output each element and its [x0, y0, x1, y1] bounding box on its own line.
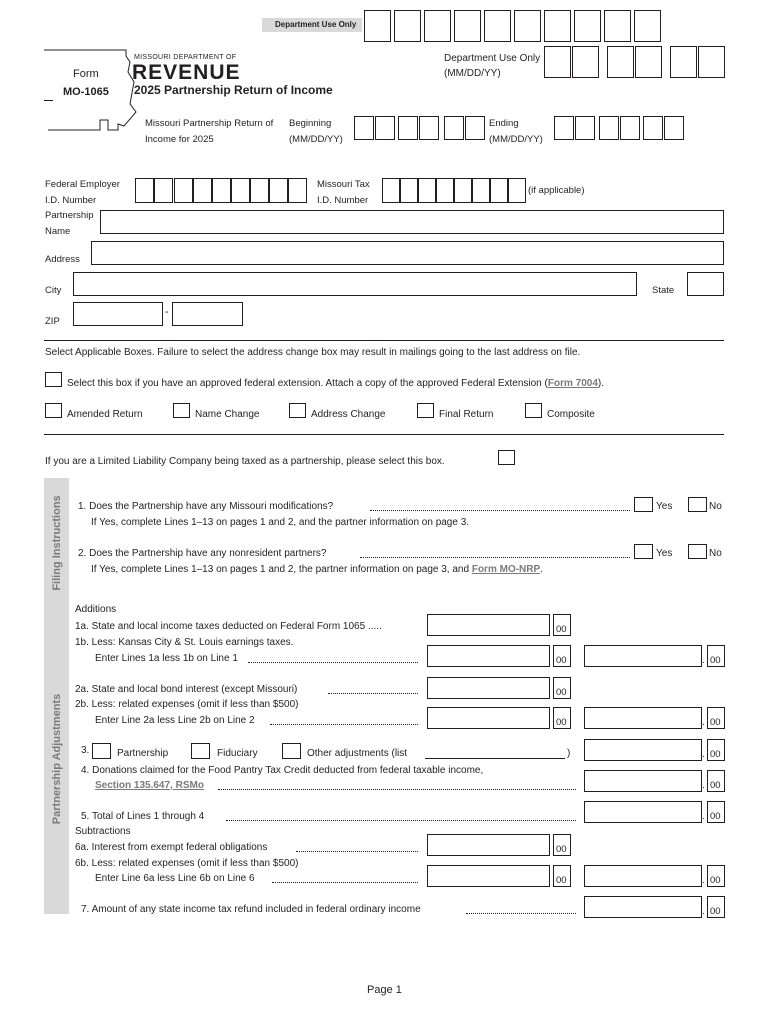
- line-3-amount-cents-text: 00: [710, 749, 721, 760]
- name-change-checkbox[interactable]: [173, 403, 190, 418]
- dept-use-only-date-box: [670, 46, 697, 78]
- dept-use-only-date-label: Department Use Only: [444, 53, 541, 64]
- state-label: State: [652, 285, 675, 296]
- line-2-amount-input[interactable]: [584, 707, 702, 729]
- ending-date-digit[interactable]: [664, 116, 684, 140]
- dept-use-only-date-box: [607, 46, 634, 78]
- composite-label: Composite: [547, 409, 595, 420]
- address-change-checkbox[interactable]: [289, 403, 306, 418]
- ending-date-digit[interactable]: [599, 116, 619, 140]
- line-3-other-list-line[interactable]: [425, 758, 565, 759]
- mo-tax-id-label: [317, 177, 370, 209]
- period-label-line1: Missouri Partnership Return of: [145, 118, 274, 129]
- line-2a-amount-cents-text: 00: [556, 687, 567, 698]
- partnership-name-label-line1: Partnership: [45, 210, 94, 221]
- mo-tax-id-digit-box[interactable]: [436, 178, 454, 203]
- beginning-date-digit[interactable]: [398, 116, 418, 140]
- line-5-amount-cents-text: 00: [710, 811, 721, 822]
- zip-input[interactable]: [73, 302, 163, 326]
- mo-tax-id-digit-box[interactable]: [472, 178, 490, 203]
- line-5-amount-input[interactable]: [584, 801, 702, 823]
- line-2b-amount-decimal: .: [548, 717, 551, 728]
- fein-digit-box[interactable]: [269, 178, 288, 203]
- line-6b-amount-cents-text: 00: [556, 875, 567, 886]
- name-change-label: Name Change: [195, 409, 260, 420]
- ending-date-digit[interactable]: [554, 116, 574, 140]
- address-input[interactable]: [91, 241, 724, 265]
- federal-extension-text: [67, 378, 604, 390]
- line-2b-leader: [270, 724, 418, 725]
- question-2-no-checkbox[interactable]: [688, 544, 707, 559]
- question-2-leader: [360, 557, 630, 558]
- fein-label-line2: I.D. Number: [45, 195, 97, 206]
- line-3-fiduciary-checkbox[interactable]: [191, 743, 210, 759]
- fein-digit-box[interactable]: [231, 178, 250, 203]
- line-1a-amount-cents-text: 00: [556, 624, 567, 635]
- period-label: [145, 116, 273, 148]
- llc-text: If you are a Limited Liability Company being taxed as a partnership, please select this box.: [45, 456, 445, 467]
- city-label: City: [45, 285, 62, 296]
- form-7004-link[interactable]: Form 7004: [547, 378, 598, 389]
- mo-tax-id-label-line1: Missouri Tax: [317, 179, 370, 190]
- line-1-amount-input[interactable]: [584, 645, 702, 667]
- line-1a-amount-decimal: .: [548, 624, 551, 635]
- ending-label: [489, 116, 543, 148]
- zip-extension-input[interactable]: [172, 302, 243, 326]
- question-1-no-label: No: [709, 501, 722, 512]
- line-1b-amount-decimal: .: [548, 655, 551, 666]
- zip-label: ZIP: [45, 316, 60, 327]
- form-number-dash: [44, 100, 53, 101]
- dept-use-only-box: [454, 10, 481, 42]
- line-1b-leader: [248, 662, 418, 663]
- question-1: 1. Does the Partnership have any Missouri modifications?: [78, 501, 334, 512]
- state-input[interactable]: [687, 272, 724, 296]
- line-3-close-paren: ): [567, 748, 571, 759]
- city-input[interactable]: [73, 272, 637, 296]
- question-2-sub-text: If Yes, complete Lines 1–13 on pages 1 and 2, the partner information on page 3, and: [91, 564, 472, 575]
- zip-dash: -: [165, 306, 169, 318]
- mo-tax-id-digit-box[interactable]: [490, 178, 508, 203]
- filing-instructions-sidebar: [44, 478, 69, 608]
- question-1-yes-label: Yes: [656, 501, 673, 512]
- dept-use-only-box: [544, 10, 571, 42]
- line-6b-amount-decimal: .: [548, 875, 551, 886]
- mo-tax-id-digit-box[interactable]: [508, 178, 526, 203]
- dept-use-only-date-box: [572, 46, 599, 78]
- line-5-amount-decimal: .: [702, 811, 705, 822]
- beginning-date-digit[interactable]: [375, 116, 395, 140]
- filing-instructions-sidebar-label: Filing Instructions: [50, 495, 63, 591]
- form-mo-nrp-link[interactable]: Form MO-NRP: [471, 564, 541, 575]
- question-1-sub: If Yes, complete Lines 1–13 on pages 1 and 2, and the partner information on page 3.: [91, 517, 470, 528]
- fein-digit-box[interactable]: [212, 178, 231, 203]
- line-2b-enter: Enter Line 2a less Line 2b on Line 2: [95, 715, 255, 726]
- line-2-amount-decimal: .: [702, 717, 705, 728]
- dept-use-only-banner-label: Department Use Only: [275, 20, 357, 29]
- line-1a-label: 1a. State and local income taxes deducted on Federal Form 1065 .....: [75, 621, 382, 632]
- line-3-partnership-checkbox[interactable]: [92, 743, 111, 759]
- line-6b-amount-input[interactable]: [427, 865, 550, 887]
- question-2-sub-end: .: [540, 564, 543, 575]
- line-4-amount-cents-text: 00: [710, 780, 721, 791]
- dept-use-only-box: [514, 10, 541, 42]
- form-number: MO-1065: [63, 86, 109, 98]
- partnership-name-label-line2: Name: [45, 226, 71, 237]
- line-7-label: 7. Amount of any state income tax refund included in federal ordinary income: [81, 904, 421, 915]
- partnership-adjustments-sidebar-label: Partnership Adjustments: [50, 693, 63, 825]
- federal-extension-label: Select this box if you have an approved federal extension. Attach a copy of the approved Federal Extension (: [67, 378, 548, 389]
- beginning-date-digit[interactable]: [465, 116, 485, 140]
- amended-return-label: Amended Return: [67, 409, 143, 420]
- line-1b-enter: Enter Lines 1a less 1b on Line 1: [95, 653, 238, 664]
- line-6b-leader: [272, 882, 418, 883]
- dept-use-only-box: [574, 10, 601, 42]
- line-3-amount-input[interactable]: [584, 739, 702, 761]
- if-applicable-note: (if applicable): [528, 185, 585, 196]
- line-2a-amount-decimal: .: [548, 687, 551, 698]
- line-3-number: 3.: [81, 745, 90, 756]
- dept-use-only-box: [424, 10, 451, 42]
- dept-use-only-box: [634, 10, 661, 42]
- line-6-amount-decimal: .: [702, 875, 705, 886]
- fein-label: [45, 177, 120, 209]
- fein-label-line1: Federal Employer: [45, 179, 120, 190]
- line-4-amount-input[interactable]: [584, 770, 702, 792]
- dept-use-only-box: [394, 10, 421, 42]
- mo-tax-id-label-line2: I.D. Number: [317, 195, 369, 206]
- line-2b-amount-cents-text: 00: [556, 717, 567, 728]
- question-1-yes-checkbox[interactable]: [634, 497, 653, 512]
- line-2a-leader: [328, 693, 418, 694]
- dept-use-only-date-format: (MM/DD/YY): [444, 68, 501, 79]
- federal-extension-label-end: ).: [597, 378, 604, 389]
- divider-1: [44, 340, 724, 341]
- agency-logo: REVENUE: [132, 61, 241, 84]
- beginning-date-digit[interactable]: [354, 116, 374, 140]
- line-6a-label: 6a. Interest from exempt federal obligations: [75, 842, 268, 853]
- line-1a-amount-input[interactable]: [427, 614, 550, 636]
- line-3-other-checkbox[interactable]: [282, 743, 301, 759]
- question-2-sub: [91, 564, 543, 576]
- line-4-statute: [95, 780, 204, 792]
- line-1-amount-decimal: .: [702, 655, 705, 666]
- line-7-amount-cents-text: 00: [710, 906, 721, 917]
- partnership-name-label: [45, 208, 94, 240]
- dept-use-only-date-box: [698, 46, 725, 78]
- line-2a-amount-input[interactable]: [427, 677, 550, 699]
- dept-use-only-box: [604, 10, 631, 42]
- question-2-yes-label: Yes: [656, 548, 673, 559]
- applicable-boxes-instruction: Select Applicable Boxes. Failure to select the address change box may result in mailings going to the last address on file.: [45, 347, 581, 358]
- line-3-other-label: Other adjustments (list: [307, 748, 408, 759]
- line-7-leader: [466, 913, 576, 914]
- line-1b-label: 1b. Less: Kansas City & St. Louis earnings taxes.: [75, 637, 294, 648]
- line-4-leader: [218, 789, 576, 790]
- line-2-amount-cents-text: 00: [710, 717, 721, 728]
- composite-checkbox[interactable]: [525, 403, 542, 418]
- question-1-leader: [370, 510, 630, 511]
- beginning-date-digit[interactable]: [444, 116, 464, 140]
- line-6-amount-cents-text: 00: [710, 875, 721, 886]
- page-number: Page 1: [367, 984, 402, 996]
- line-7-amount-decimal: .: [702, 906, 705, 917]
- additions-heading: Additions: [75, 604, 117, 615]
- line-1-amount-cents-text: 00: [710, 655, 721, 666]
- period-label-line2: Income for 2025: [145, 134, 214, 145]
- line-6a-leader: [296, 851, 418, 852]
- question-1-no-checkbox[interactable]: [688, 497, 707, 512]
- fein-digit-box[interactable]: [135, 178, 154, 203]
- address-change-label: Address Change: [311, 409, 386, 420]
- question-2-no-label: No: [709, 548, 722, 559]
- line-2b-amount-input[interactable]: [427, 707, 550, 729]
- line-5-label: 5. Total of Lines 1 through 4: [81, 811, 205, 822]
- question-2-yes-checkbox[interactable]: [634, 544, 653, 559]
- line-3-fiduciary-label: Fiduciary: [217, 748, 258, 759]
- line-6b-enter: Enter Line 6a less Line 6b on Line 6: [95, 873, 255, 884]
- section-135-647-link[interactable]: Section 135.647, RSMo: [95, 780, 204, 791]
- line-6a-amount-decimal: .: [548, 844, 551, 855]
- line-3-partnership-label: Partnership: [117, 748, 169, 759]
- line-2a-label: 2a. State and local bond interest (except Missouri): [75, 684, 298, 695]
- line-6-amount-input[interactable]: [584, 865, 702, 887]
- fein-digit-box[interactable]: [154, 178, 173, 203]
- ending-date-digit[interactable]: [643, 116, 663, 140]
- fein-digit-box[interactable]: [250, 178, 269, 203]
- ending-format-text: (MM/DD/YY): [489, 134, 543, 145]
- mo-tax-id-digit-box[interactable]: [400, 178, 418, 203]
- dept-use-only-box: [484, 10, 511, 42]
- ending-date-digit[interactable]: [575, 116, 595, 140]
- fein-digit-box[interactable]: [288, 178, 307, 203]
- line-6a-amount-cents-text: 00: [556, 844, 567, 855]
- line-5-leader: [226, 820, 576, 821]
- mo-tax-id-digit-box[interactable]: [454, 178, 472, 203]
- agency-small: MISSOURI DEPARTMENT OF: [134, 54, 237, 61]
- line-2b-label: 2b. Less: related expenses (omit if less than $500): [75, 699, 299, 710]
- federal-extension-checkbox[interactable]: [45, 372, 62, 387]
- fein-digit-box[interactable]: [174, 178, 193, 203]
- beginning-format-text: (MM/DD/YY): [289, 134, 343, 145]
- dept-use-only-date-box: [635, 46, 662, 78]
- mo-tax-id-digit-box[interactable]: [418, 178, 436, 203]
- beginning-date-digit[interactable]: [419, 116, 439, 140]
- fein-digit-box[interactable]: [193, 178, 212, 203]
- divider-2: [44, 434, 724, 435]
- subtractions-heading: Subtractions: [75, 826, 131, 837]
- final-return-checkbox[interactable]: [417, 403, 434, 418]
- form-title: 2025 Partnership Return of Income: [134, 83, 333, 97]
- partnership-adjustments-sidebar: [44, 604, 69, 914]
- line-4-amount-decimal: .: [702, 780, 705, 791]
- line-1b-amount-input[interactable]: [427, 645, 550, 667]
- partnership-name-input[interactable]: [100, 210, 724, 234]
- line-3-amount-decimal: .: [702, 749, 705, 760]
- llc-checkbox[interactable]: [498, 450, 515, 465]
- dept-use-only-box: [364, 10, 391, 42]
- question-2: 2. Does the Partnership have any nonresident partners?: [78, 548, 327, 559]
- line-1b-amount-cents-text: 00: [556, 655, 567, 666]
- beginning-label-text: Beginning: [289, 118, 332, 129]
- ending-date-digit[interactable]: [620, 116, 640, 140]
- line-7-amount-input[interactable]: [584, 896, 702, 918]
- line-4-label: 4. Donations claimed for the Food Pantry Tax Credit deducted from federal taxable income,: [81, 765, 484, 776]
- mo-tax-id-digit-box[interactable]: [382, 178, 400, 203]
- dept-use-only-date-box: [544, 46, 571, 78]
- amended-return-checkbox[interactable]: [45, 403, 62, 418]
- line-6a-amount-input[interactable]: [427, 834, 550, 856]
- ending-label-text: Ending: [489, 118, 519, 129]
- form-label: Form: [73, 68, 99, 80]
- line-6b-label: 6b. Less: related expenses (omit if less than $500): [75, 858, 299, 869]
- final-return-label: Final Return: [439, 409, 494, 420]
- beginning-label: [289, 116, 343, 148]
- address-label: Address: [45, 254, 80, 265]
